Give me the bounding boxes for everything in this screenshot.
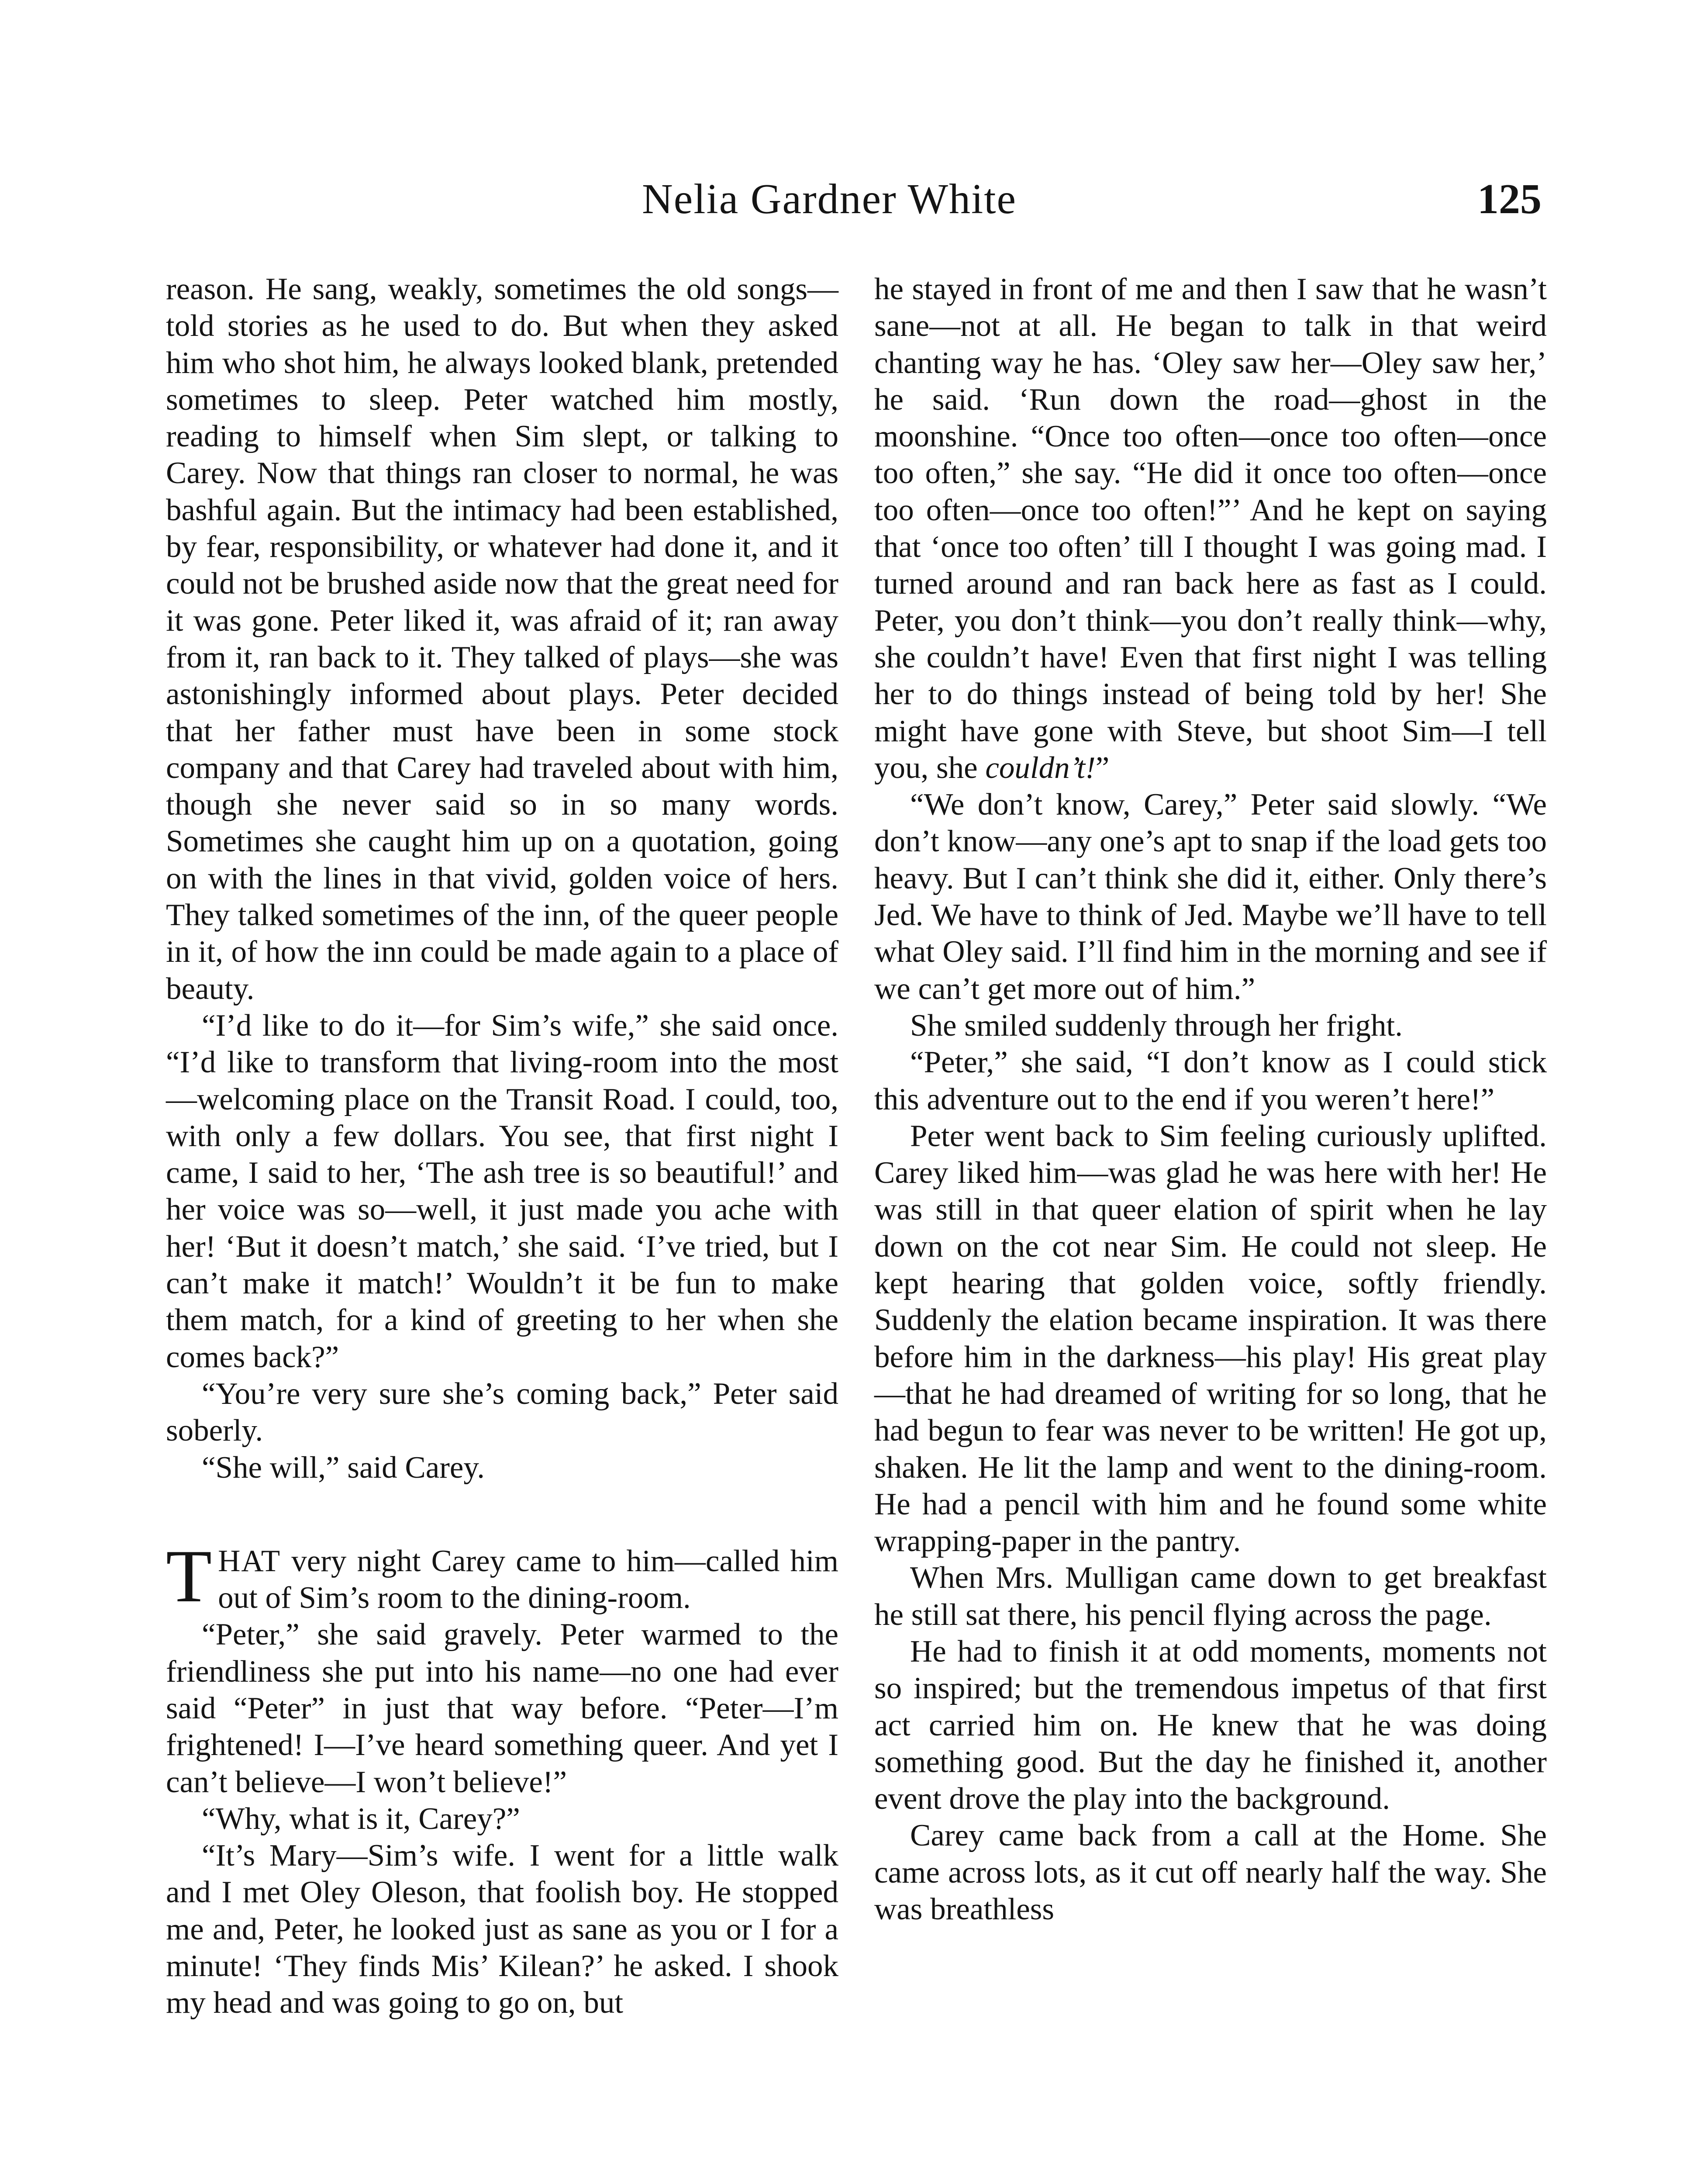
emphasis: couldn’t! xyxy=(985,750,1096,785)
paragraph: Peter went back to Sim feeling curiously uplifted. Carey liked him—was glad he was here with her! He was still in that queer elation of spirit when he lay down on the cot near Sim. He could not sleep. He kept hearing that golden voice, softly friendly. Suddenly the elation became inspiration. It was there before him in the darkness—his play! His great play—that he had dreamed of writing for so long, that he had begun to fear was never to be written! He got up, shaken. He lit the lamp and went to the dining-room. He had a pencil with him and he found some white wrapping-paper in the pantry. xyxy=(874,1119,1547,1559)
paragraph: “I’d like to do it—for Sim’s wife,” she said once. “I’d like to transform that living-room into the most—welcoming place on the Transit Road. I could, too, with only a few dollars. You see, that first night I came, I said to her, ‘The ash tree is so beautiful!’ and her voice was so—well, it just made you ache with her! ‘But it doesn’t match,’ she said. ‘I’ve tried, but I can’t make it match!’ Wouldn’t it be fun to make them match, for a kind of greeting to her when she comes back?” xyxy=(166,1008,838,1374)
paragraph-text: he stayed in front of me and then I saw that he wasn’t sane—not at all. He began to talk in that weird chanting way he has. ‘Oley saw her—Oley saw her,’ he said. ‘Run down the road—ghost in the moonshine. “Once too often—once too often—once too often,” she say. “He did it once too often—once too often—once too often!”’ And he kept on saying that ‘once too often’ till I thought I was going mad. I turned around and ran back here as fast as I could. Peter, you don’t think—you don’t really think—why, she couldn’t have! Even that first night I was telling her to do things instead of being told by her! She might have gone with Steve, but shoot Sim—I tell you, she xyxy=(874,272,1547,785)
paragraph: “Peter,” she said, “I don’t know as I could stick this adventure out to the end if you weren’t here!” xyxy=(874,1045,1547,1116)
paragraph: “She will,” said Carey. xyxy=(202,1450,485,1485)
small-caps-lead: HAT xyxy=(218,1544,281,1578)
paragraph: “Why, what is it, Carey?” xyxy=(202,1801,520,1836)
paragraph: She smiled suddenly through her fright. xyxy=(910,1008,1403,1043)
section-opening-paragraph xyxy=(166,1534,838,1618)
paragraph: “We don’t know, Carey,” Peter said slowly. “We don’t know—any one’s apt to snap if the load gets too heavy. But I can’t think she did it, either. Only there’s Jed. We have to think of Jed. Maybe we’ll have to tell what Oley said. I’ll find him in the morning and see if we can’t get more out of him.” xyxy=(874,788,1547,1006)
paragraph: “Peter,” she said gravely. Peter warmed to the friendliness she put into his name—no one had ever said “Peter” in just that way before. “Peter—I’m frightened! I—I’ve heard something queer. And yet I can’t believe—I won’t believe!” xyxy=(166,1617,838,1799)
left-column xyxy=(166,271,838,2022)
paragraph: He had to finish it at odd moments, moments not so inspired; but the tremendous impetus of that first act carried him on. He knew that he was doing something good. But the day he finished it, another event drove the play into the background. xyxy=(874,1634,1547,1816)
paragraph-text: ” xyxy=(1095,750,1110,785)
paragraph: “It’s Mary—Sim’s wife. I went for a little walk and I met Oley Oleson, that foolish boy. He stopped me and, Peter, he looked just as sane as you or I for a minute! ‘They finds Mis’ Kilean?’ he asked. I shook my head and was going to go on, but xyxy=(166,1838,838,2020)
paragraph: “You’re very sure she’s coming back,” Peter said soberly. xyxy=(166,1376,838,1448)
paragraph xyxy=(874,271,1547,786)
drop-cap: T xyxy=(166,1534,212,1618)
paragraph-text: very night Carey came to him—called him out of Sim’s room to the dining-room. xyxy=(218,1544,838,1615)
paragraph: reason. He sang, weakly, sometimes the old songs—told stories as he used to do. But when they asked him who shot him, he always looked blank, pretended sometimes to sleep. Peter watched him mostly, reading to himself when Sim slept, or talking to Carey. Now that things ran closer to normal, he was bashful again. But the intimacy had been established, by fear, responsibility, or whatever had done it, and it could not be brushed aside now that the great need for it was gone. Peter liked it, was afraid of it; ran away from it, ran back to it. They talked of plays—she was astonishingly informed about plays. Peter decided that her father must have been in some stock company and that Carey had traveled about with him, though she never said so in so many words. Sometimes she caught him up on a quotation, going on with the lines in that vivid, golden voice of hers. They talked sometimes of the inn, of the queer people in it, of how the inn could be made again to a place of beauty. xyxy=(166,272,838,1006)
paragraph: When Mrs. Mulligan came down to get breakfast he still sat there, his pencil flying across the page. xyxy=(874,1561,1547,1632)
page-number: 125 xyxy=(1477,176,1542,223)
paragraph: Carey came back from a call at the Home. She came across lots, as it cut off nearly half the way. She was breathless xyxy=(874,1818,1547,1927)
running-head xyxy=(166,175,1542,236)
right-column xyxy=(874,271,1547,1928)
header-author: Nelia Gardner White xyxy=(642,176,1017,223)
